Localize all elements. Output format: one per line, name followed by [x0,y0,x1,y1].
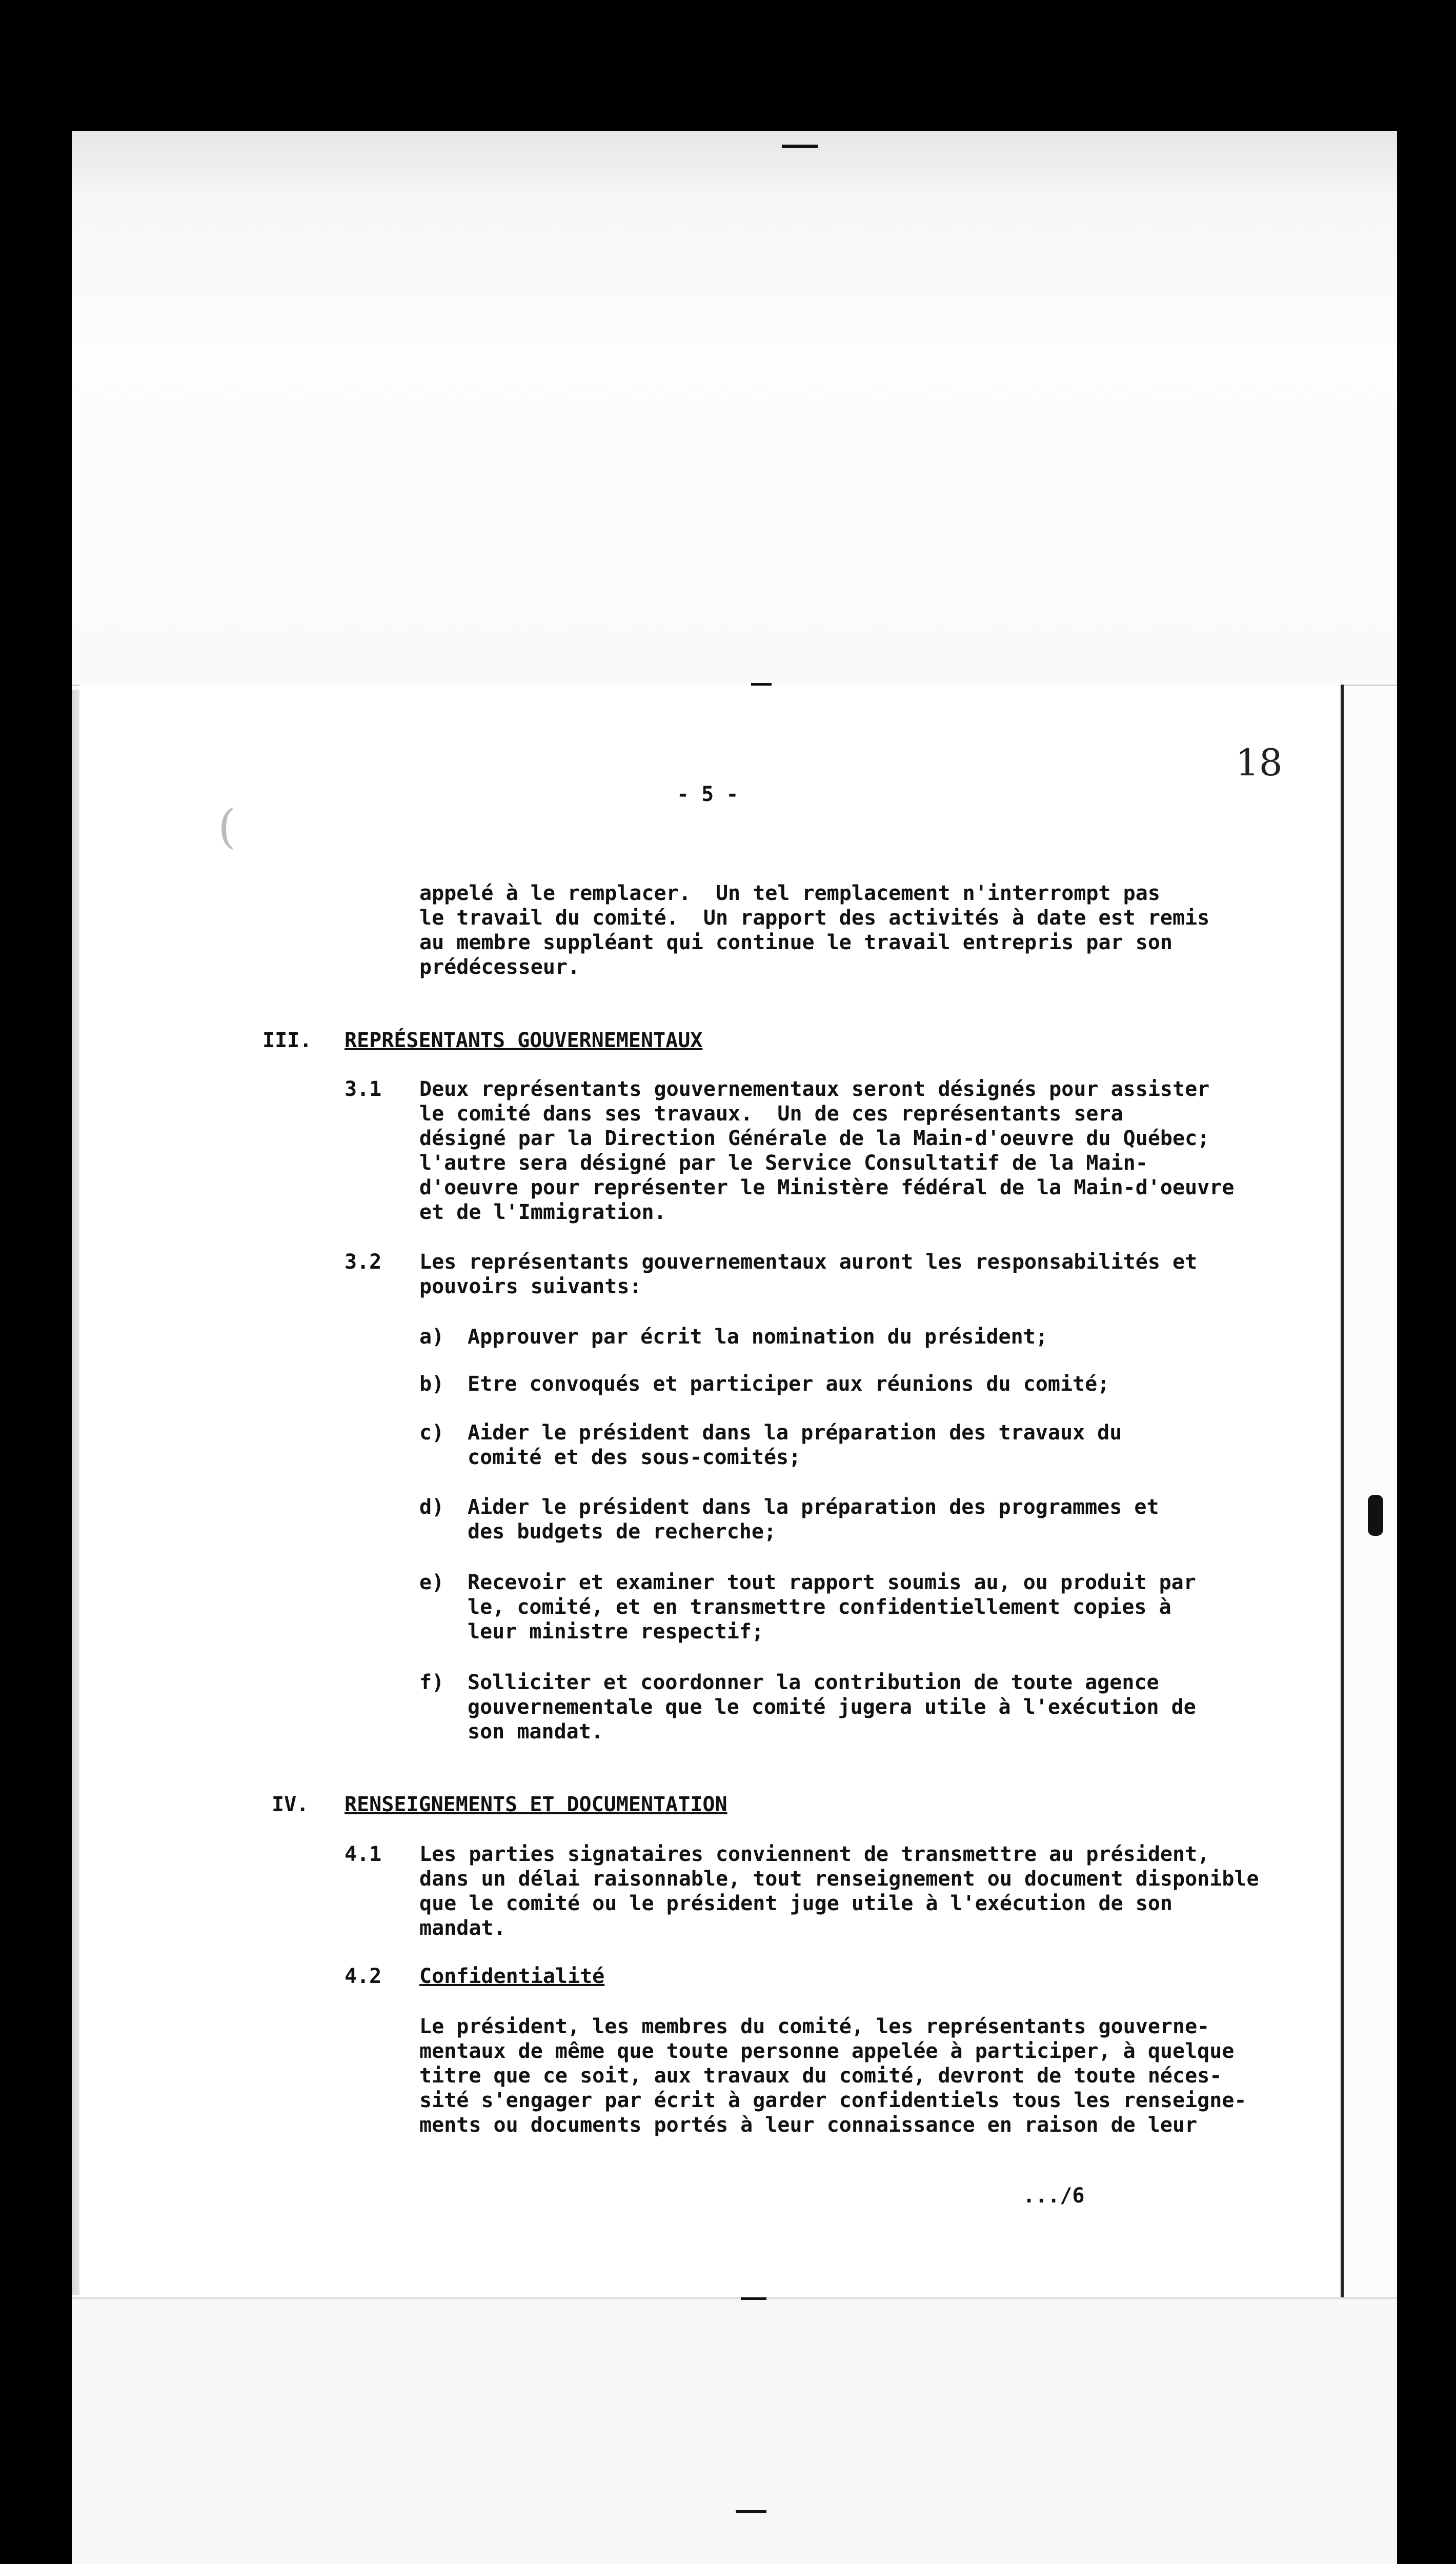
list-item-line: Aider le président dans la préparation des travaux du [468,1421,1122,1445]
paragraph-line: d'oeuvre pour représenter le Ministère fédéral de la Main-d'oeuvre [419,1176,1235,1199]
film-mark-top [782,145,818,148]
list-item-line: des budgets de recherche; [468,1520,777,1544]
list-item-line: Recevoir et examiner tout rapport soumis au, ou produit par [468,1571,1196,1594]
list-item-label: e) [419,1571,444,1594]
film-mark-lower [736,2510,766,2513]
list-item-line: le, comité, et en transmettre confidentiellement copies à [468,1595,1171,1619]
paragraph-line: et de l'Immigration. [419,1200,666,1224]
paragraph-number: 3.2 [345,1250,382,1274]
paragraph-line: mandat. [419,1916,506,1940]
paragraph-line: Les représentants gouvernementaux auront les responsabilités et [419,1250,1198,1274]
paragraph-line: dans un délai raisonnable, tout renseignement ou document disponible [419,1867,1259,1891]
next-page-area [72,2297,1397,2564]
paragraph-number: 4.1 [345,1842,382,1866]
page-number: - 5 - [677,783,739,806]
list-item-line: Etre convoqués et participer aux réunions du comité; [468,1372,1110,1396]
section-heading: REPRÉSENTANTS GOUVERNEMENTAUX [345,1029,703,1052]
list-item-line: leur ministre respectif; [468,1620,764,1644]
list-item-label: b) [419,1372,444,1396]
paragraph-line: que le comité ou le président juge utile à l'exécution de son [419,1892,1173,1915]
list-item-line: son mandat. [468,1720,603,1744]
section-number: IV. [272,1793,309,1816]
intro-line: le travail du comité. Un rapport des activités à date est remis [419,906,1210,930]
list-item-line: Approuver par écrit la nomination du président; [468,1325,1048,1349]
subsection-heading: Confidentialité [419,1965,605,1988]
section-heading: RENSEIGNEMENTS ET DOCUMENTATION [345,1793,727,1816]
list-item-line: Solliciter et coordonner la contribution de toute agence [468,1671,1159,1694]
paragraph-line: sité s'engager par écrit à garder confidentiels tous les renseigne- [419,2089,1247,2112]
list-item-line: Aider le président dans la préparation des programmes et [468,1495,1159,1519]
list-item-label: d) [419,1495,444,1519]
list-item-label: c) [419,1421,444,1445]
film-mark-page-bottom [741,2297,766,2300]
intro-line: prédécesseur. [419,955,580,979]
list-item-label: f) [419,1671,444,1694]
paragraph-line: titre que ce soit, aux travaux du comité, devront de toute néces- [419,2064,1222,2088]
paragraph-line: le comité dans ses travaux. Un de ces représentants sera [419,1102,1123,1126]
list-item-line: comité et des sous-comités; [468,1446,801,1469]
previous-page-area [72,131,1397,686]
intro-line: appelé à le remplacer. Un tel remplacement n'interrompt pas [419,882,1160,905]
list-item-label: a) [419,1325,444,1349]
list-item-line: gouvernementale que le comité jugera utile à l'exécution de [468,1695,1196,1719]
margin-parenthesis-mark: ( [218,800,236,854]
paragraph-line: ments ou documents portés à leur connaissance en raison de leur [419,2113,1198,2137]
paragraph-number: 3.1 [345,1077,382,1101]
paragraph-line: Les parties signataires conviennent de transmettre au président, [419,1842,1210,1866]
corner-page-number: 18 [1236,741,1283,784]
margin-binding-mark [1368,1495,1383,1536]
paragraph-line: pouvoirs suivants: [419,1275,642,1298]
paragraph-number: 4.2 [345,1965,382,1988]
continuation-marker: .../6 [1023,2184,1085,2208]
paragraph-line: désigné par la Direction Générale de la Main-d'oeuvre du Québec; [419,1127,1210,1150]
paragraph-line: mentaux de même que toute personne appelée à participer, à quelque [419,2039,1235,2063]
paragraph-line: Le président, les membres du comité, les représentants gouverne- [419,2015,1210,2038]
paragraph-line: Deux représentants gouvernementaux seront désignés pour assister [419,1077,1210,1101]
section-number: III. [262,1029,312,1052]
film-mark-page-top [751,683,772,686]
paragraph-line: l'autre sera désigné par le Service Consultatif de la Main- [419,1151,1148,1175]
intro-line: au membre suppléant qui continue le travail entrepris par son [419,931,1173,954]
